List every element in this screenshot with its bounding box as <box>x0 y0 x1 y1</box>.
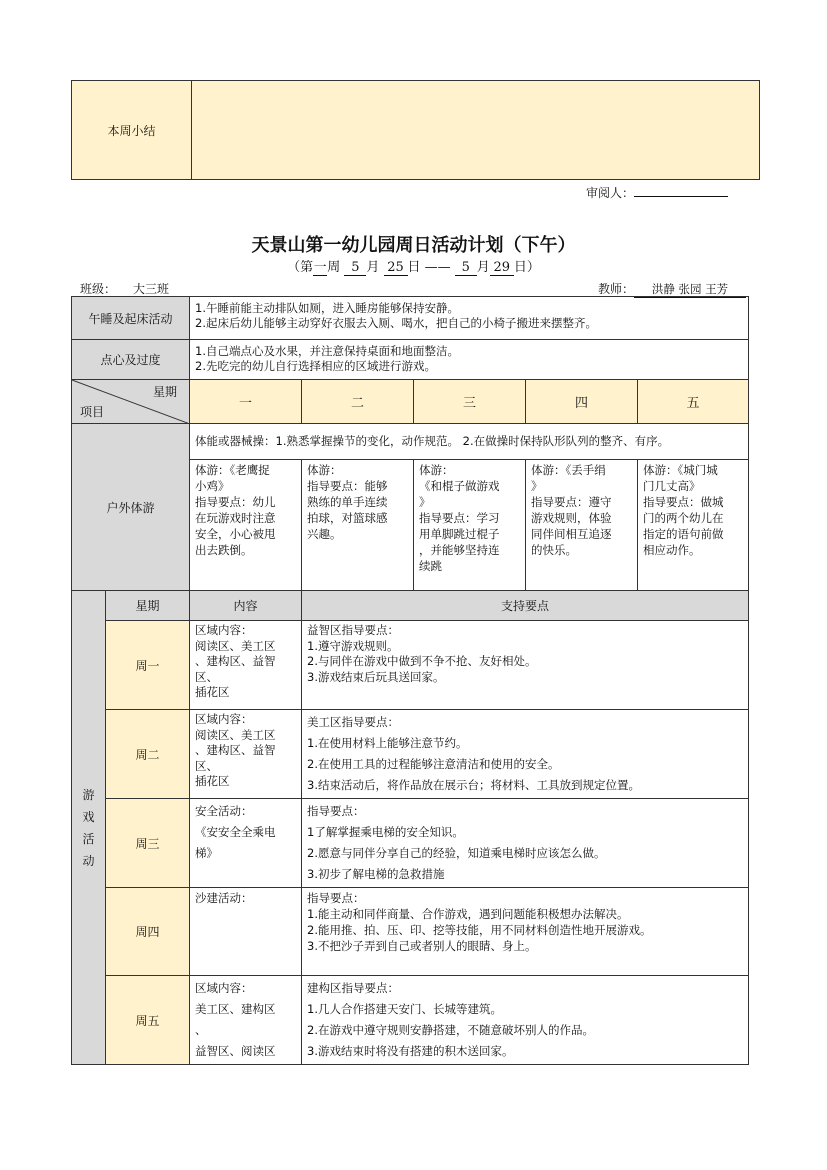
item-header: 项目 <box>80 405 105 419</box>
games-content-header: 内容 <box>190 591 302 621</box>
outdoor-cell-5: 体游：《城门城 门几丈高》 指导要点：做城 门的两个幼儿在 指定的语句前做 相应动作。 <box>638 460 749 591</box>
day-label-1: 日 <box>407 260 421 275</box>
snack-label: 点心及过度 <box>100 353 161 367</box>
game-support-3: 指导要点： 1了解掌握乘电梯的安全知识。 2.愿意与同伴分享自己的经验，知道乘电梯时应该怎么做。 3.初步了解电梯的急救措施 <box>302 799 749 888</box>
day-header-3: 三 <box>414 380 526 424</box>
nap-line-1: 1.午睡前能主动排队如厕，进入睡房能够保持安静。 <box>195 301 459 315</box>
start-day: 25 <box>384 260 408 276</box>
week-number: 一 <box>313 256 327 276</box>
summary-content-cell[interactable] <box>192 81 760 180</box>
day-header-5: 五 <box>638 380 749 424</box>
game-support-5: 建构区指导要点： 1.几人合作搭建天安门、长城等建筑。 2.在游戏中遵守规则安静搭建，不随意破坏别人的作品。 3.游戏结束时将没有搭建的积木送回家。 <box>302 976 749 1065</box>
game-content-1: 区域内容： 阅读区、美工区 、建构区、益智 区、 插花区 <box>190 621 302 710</box>
week-close: 日） <box>513 260 540 275</box>
snack-line-1: 1.自己端点心及水果，并注意保持桌面和地面整洁。 <box>195 344 459 358</box>
summary-label: 本周小结 <box>107 123 156 138</box>
plan-table <box>71 296 749 591</box>
game-support-4: 指导要点： 1.能主动和同伴商量、合作游戏，遇到问题能积极想办法解决。 2.能用推、拍、压、印、挖等技能，用不同材料创造性地开展游戏。 3.不把沙子弄到自己或者别人的眼睛、身上。 <box>302 888 749 976</box>
page-title: 天景山第一幼儿园周日活动计划（下午） <box>251 235 576 256</box>
class-value: 大三班 <box>116 280 186 298</box>
nap-label: 午睡及起床活动 <box>88 311 173 326</box>
month-label-2: 月 <box>476 260 490 275</box>
end-day: 29 <box>490 260 514 276</box>
game-day-3: 周三 <box>106 799 190 888</box>
games-label-cell <box>72 591 106 1065</box>
outdoor-cell-3: 体游： 《和棍子做游戏 》 指导要点：学习 用单脚跳过棍子 ，并能够坚持连 续跳 <box>414 460 526 591</box>
games-label: 游戏活动 <box>82 787 95 868</box>
game-content-2: 区域内容： 阅读区、美工区 、建构区、益智 区、 插花区 <box>190 710 302 799</box>
outdoor-general-cell <box>190 424 749 460</box>
game-content-4: 沙建活动： <box>190 888 302 976</box>
game-day-5: 周五 <box>106 976 190 1065</box>
outdoor-label-cell <box>72 424 190 591</box>
game-content-5: 区域内容： 美工区、建构区 、 益智区、阅读区 <box>190 976 302 1065</box>
game-support-1: 益智区指导要点： 1.遵守游戏规则。 2.与同伴在游戏中做到不争不抢、友好相处。 3.游戏结束后玩具送回家。 <box>302 621 749 710</box>
game-day-2: 周二 <box>106 710 190 799</box>
class-label: 班级： <box>80 282 117 296</box>
games-support-header: 支持要点 <box>302 591 749 621</box>
game-day-1: 周一 <box>106 621 190 710</box>
outdoor-general: 体能或器械操：1.熟悉掌握操节的变化，动作规范。 2.在做操时保持队形队列的整齐、有序。 <box>195 434 670 448</box>
nap-line-2: 2.起床后幼儿能够主动穿好衣服去入厕、喝水，把自己的小椅子搬进来摆整齐。 <box>195 316 597 330</box>
day-header-2: 二 <box>302 380 414 424</box>
reviewer-label: 审阅人： <box>586 186 635 200</box>
outdoor-label: 户外体游 <box>106 500 155 515</box>
nap-label-cell <box>72 297 190 340</box>
outdoor-cell-2: 体游： 指导要点：能够 熟练的单手连续 拍球，对篮球感 兴趣。 <box>302 460 414 591</box>
game-content-3: 安全活动： 《安安全全乘电 梯》 <box>190 799 302 888</box>
reviewer-line <box>586 184 728 201</box>
summary-table <box>71 80 760 180</box>
outdoor-cell-4: 体游：《丢手绢 》 指导要点：遵守 游戏规则，体验 同伴间相互追逐 的快乐。 <box>526 460 638 591</box>
week-open: （第 <box>287 260 314 275</box>
games-weekday-header: 星期 <box>106 591 190 621</box>
weekday-header: 星期 <box>152 385 177 399</box>
date-dash: —— <box>424 260 451 275</box>
game-day-4: 周四 <box>106 888 190 976</box>
snack-label-cell <box>72 340 190 380</box>
summary-label-cell <box>72 81 192 180</box>
teacher-label: 教师： <box>598 282 635 296</box>
teacher-value: 洪静 张园 王芳 <box>634 281 746 298</box>
day-header-1: 一 <box>190 380 302 424</box>
end-month: 5 <box>455 260 477 276</box>
snack-line-2: 2.先吃完的幼儿自行选择相应的区域进行游戏。 <box>195 359 436 373</box>
outdoor-cell-1: 体游：《老鹰捉 小鸡》 指导要点：幼儿 在玩游戏时注意 安全，小心被甩 出去跌倒。 <box>190 460 302 591</box>
snack-content-cell <box>190 340 749 380</box>
diagonal-header-cell <box>72 380 190 424</box>
week-range <box>0 256 827 276</box>
nap-content-cell <box>190 297 749 340</box>
week-label: 周 <box>327 260 341 275</box>
games-table <box>71 590 749 1065</box>
month-label-1: 月 <box>366 260 380 275</box>
day-header-4: 四 <box>526 380 638 424</box>
start-month: 5 <box>344 260 366 276</box>
game-support-2: 美工区指导要点： 1.在使用材料上能够注意节约。 2.在使用工具的过程能够注意清洁和使用的安全。 3.结束活动后，将作品放在展示台；将材料、工具放到规定位置。 <box>302 710 749 799</box>
reviewer-signature-field[interactable] <box>634 184 728 197</box>
